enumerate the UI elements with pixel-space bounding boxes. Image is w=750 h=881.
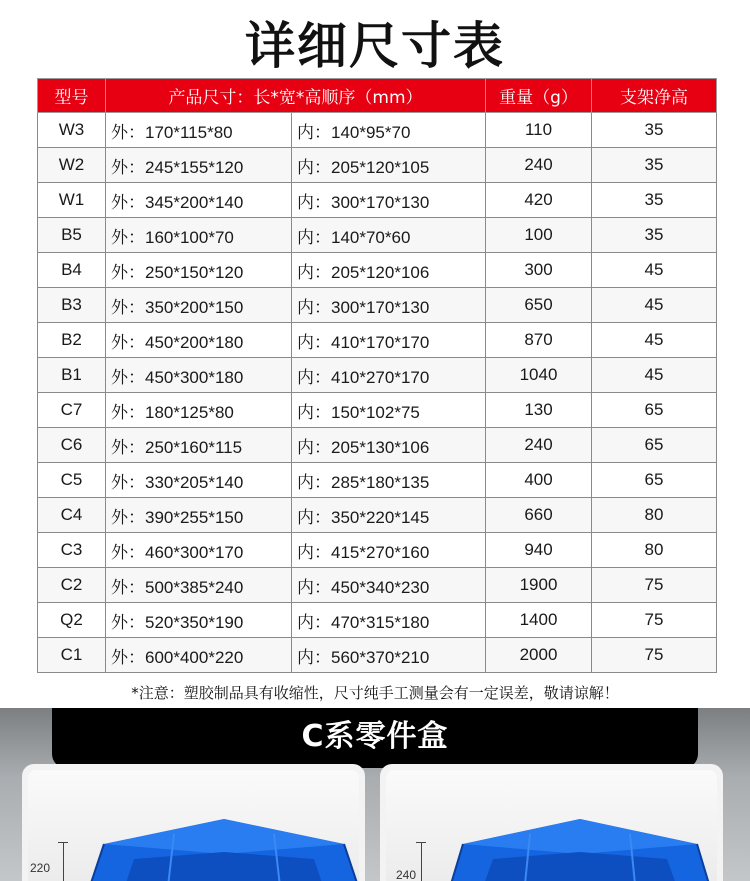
cell-exterior-size: 外：250*150*120 [106,253,292,288]
cell-model: C1 [38,638,106,673]
cell-weight: 940 [486,533,592,568]
cell-weight: 870 [486,323,592,358]
page-title: 详细尺寸表 [245,17,505,75]
cell-stand-height: 35 [592,148,717,183]
cell-model: C2 [38,568,106,603]
blue-bin-image [435,814,720,881]
cell-stand-height: 65 [592,428,717,463]
cell-model: C7 [38,393,106,428]
cell-stand-height: 35 [592,218,717,253]
disclaimer-note: *注意：塑胶制品具有收缩性，尺寸纯手工测量会有一定误差，敬请谅解！ [131,684,619,702]
cell-exterior-size: 外：350*200*150 [106,288,292,323]
cell-weight: 240 [486,428,592,463]
cell-interior-size: 内：140*95*70 [292,113,486,148]
table-row [38,393,717,428]
cell-weight: 110 [486,113,592,148]
cell-interior-size: 内：450*340*230 [292,568,486,603]
cell-stand-height: 35 [592,113,717,148]
c-series-section [0,708,750,881]
blue-bin-image [74,814,364,881]
table-row [38,638,717,673]
cell-stand-height: 80 [592,533,717,568]
cell-weight: 420 [486,183,592,218]
cell-weight: 1040 [486,358,592,393]
table-row [38,603,717,638]
cell-interior-size: 内：470*315*180 [292,603,486,638]
header-weight: 重量（g） [486,79,592,113]
cell-stand-height: 75 [592,568,717,603]
table-row [38,113,717,148]
cell-model: B1 [38,358,106,393]
cell-model: C3 [38,533,106,568]
cell-stand-height: 35 [592,183,717,218]
cell-model: Q2 [38,603,106,638]
cell-stand-height: 65 [592,463,717,498]
table-row [38,533,717,568]
cell-model: C5 [38,463,106,498]
cell-interior-size: 内：205*130*106 [292,428,486,463]
cell-exterior-size: 外：170*115*80 [106,113,292,148]
cell-interior-size: 内：150*102*75 [292,393,486,428]
cell-interior-size: 内：285*180*135 [292,463,486,498]
cell-weight: 130 [486,393,592,428]
cell-weight: 100 [486,218,592,253]
header-size: 产品尺寸：长*宽*高顺序（mm） [106,79,486,113]
cell-stand-height: 65 [592,393,717,428]
table-row [38,253,717,288]
cell-interior-size: 内：205*120*105 [292,148,486,183]
cell-weight: 240 [486,148,592,183]
cell-stand-height: 45 [592,323,717,358]
cell-weight: 650 [486,288,592,323]
table-row [38,428,717,463]
cell-exterior-size: 外：250*160*115 [106,428,292,463]
cell-exterior-size: 外：160*100*70 [106,218,292,253]
cell-model: C4 [38,498,106,533]
cell-stand-height: 75 [592,638,717,673]
cell-stand-height: 75 [592,603,717,638]
cell-weight: 1900 [486,568,592,603]
cell-stand-height: 45 [592,288,717,323]
table-header-row [38,79,717,113]
dimension-label: 220 [30,861,51,875]
cell-weight: 300 [486,253,592,288]
cell-stand-height: 80 [592,498,717,533]
cell-exterior-size: 外：345*200*140 [106,183,292,218]
cell-exterior-size: 外：600*400*220 [106,638,292,673]
cell-interior-size: 内：350*220*145 [292,498,486,533]
cell-weight: 1400 [486,603,592,638]
cell-model: W2 [38,148,106,183]
cell-model: W1 [38,183,106,218]
cell-model: C6 [38,428,106,463]
cell-exterior-size: 外：520*350*190 [106,603,292,638]
cell-model: B4 [38,253,106,288]
cell-interior-size: 内：410*270*170 [292,358,486,393]
table-row [38,323,717,358]
cell-model: B2 [38,323,106,358]
cell-exterior-size: 外：450*200*180 [106,323,292,358]
cell-interior-size: 内：410*170*170 [292,323,486,358]
table-row [38,498,717,533]
table-row [38,288,717,323]
table-row [38,463,717,498]
cell-interior-size: 内：140*70*60 [292,218,486,253]
cell-exterior-size: 外：330*205*140 [106,463,292,498]
table-row [38,358,717,393]
size-table [37,78,717,673]
dimension-label: 240 [396,868,417,881]
cell-interior-size: 内：560*370*210 [292,638,486,673]
cell-exterior-size: 外：460*300*170 [106,533,292,568]
cell-model: B3 [38,288,106,323]
cell-exterior-size: 外：180*125*80 [106,393,292,428]
cell-exterior-size: 外：500*385*240 [106,568,292,603]
table-row [38,218,717,253]
cell-exterior-size: 外：390*255*150 [106,498,292,533]
cell-weight: 400 [486,463,592,498]
product-card-right [380,764,723,881]
table-row [38,568,717,603]
cell-interior-size: 内：205*120*106 [292,253,486,288]
section-banner: C系零件盒 [52,708,698,768]
cell-model: B5 [38,218,106,253]
cell-exterior-size: 外：245*155*120 [106,148,292,183]
cell-model: W3 [38,113,106,148]
header-stand-height: 支架净高 [592,79,717,113]
cell-interior-size: 内：300*170*130 [292,183,486,218]
cell-interior-size: 内：300*170*130 [292,288,486,323]
cell-weight: 2000 [486,638,592,673]
cell-stand-height: 45 [592,253,717,288]
product-card-left [22,764,365,881]
cell-exterior-size: 外：450*300*180 [106,358,292,393]
table-row [38,148,717,183]
table-row [38,183,717,218]
header-model: 型号 [38,79,106,113]
cell-weight: 660 [486,498,592,533]
cell-stand-height: 45 [592,358,717,393]
cell-interior-size: 内：415*270*160 [292,533,486,568]
